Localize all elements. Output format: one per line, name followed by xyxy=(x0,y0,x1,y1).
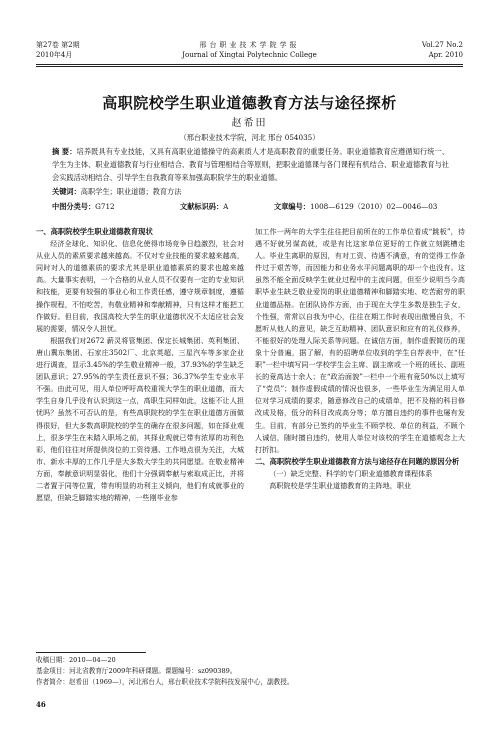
article-no-label: 文章编号： xyxy=(274,202,310,211)
header-journal xyxy=(36,40,463,60)
abstract-text: 培养既具有专业技能，又具有高职业道德操守的高素质人才是高职教育的重要任务。职业道德教育应遵循知行统一、学生为主体、职业道德教育与行业相结合、教育与管理相结合等原则，把职业道德课与各门课程有机结合、职业道德教育与社会实践活动相结合、引导学生自我教育等来加强高职院学生的职业道德。 xyxy=(52,147,449,182)
paper-author: 赵希田 xyxy=(231,118,268,129)
keywords-label: 关键词： xyxy=(52,187,81,196)
abstract-label: 摘 要： xyxy=(52,147,77,156)
journal-name-cn: 邢台职业技术学院学报 xyxy=(199,41,300,49)
footnote-rule xyxy=(36,652,146,653)
header-rule-thick xyxy=(36,64,463,65)
header-vol-no: Vol.27 No.2 xyxy=(421,41,463,49)
keywords xyxy=(52,187,181,197)
footnote-author-bio: 作者简介：赵希田（1969—），河北邢台人，邢台职业技术学院科技发展中心，副教授。 xyxy=(36,678,294,686)
left-column xyxy=(36,226,244,504)
doc-code: A xyxy=(223,202,229,211)
footnote-fund: 基金项目：河北省教育厅2009年科研课题。课题编号：sz090389。 xyxy=(36,667,237,675)
body-paragraph: 高职院校是学生职业道德教育的主阵地，职业 xyxy=(269,480,412,490)
clc-label: 中图分类号： xyxy=(52,202,96,211)
abstract xyxy=(52,145,449,184)
header-date: 2010年4月 xyxy=(36,51,73,59)
body-paragraph: 根据我们对2672 薪灵将管集团、保定长城集团、英利集团、唐山冀东集团、石家庄3502厂、北京英超、三星汽车等多家企业进行调查，显示3.45%的学生敬业精神一般，37.93%的学生缺乏团队意识；27.95%的学生责任意识不强；36.37%学生专业水平不强。由此可见，用人单位呼吁高校重视大学生的职业道德，而大学生自身几乎没有认识到这一点，高职生同样如此，这能不让人担忧吗？虽然不可否认的是，有些高职院校的学生在职业道德方面做得很好，但大多数高职院校的学生的确存在很多问题，如在择业观上，很多学生在未踏入职场之前，其择业观就已带有浓厚的功利色彩，他们往往对所提供岗位的工资待遇、工作地点很为关注，大城市、新水丰厚的工作几乎是大多数大学生的共同愿望。在敬业精神方面，奉献意识明显弱化，他们十分强调奉献与索取成正比，并将二者置于同等位置，带有明显的功利主义倾向，他们有成就事业的愿望，但缺乏脚踏实地的精神，一些刚毕业参 xyxy=(36,335,244,503)
keywords-text: 高职学生；职业道德；教育方法 xyxy=(80,187,182,196)
header-volume-en xyxy=(422,40,463,60)
body-paragraph-continued: 加工作一两年的大学生往往把目前所在的工作单位看成“跳板”，待遇不好就另谋高就，或是有比这家单位更好的工作就立刻跳槽走人。毕业生离职的原因，有对工资、待遇不满意，有的觉得工作条件过于艰苦等，而因能力和业务水平问题离职的却一个也没有。这虽然不能全面反映学生就业过程中的主流问题，但至少说明当今高职毕业生缺乏敬业爱岗的职业道德精神和脚踏实地、吃苦耐劳的职业道德品格。在团队协作方面，由于现在大学生多数是独生子女，个性强，常常以自我为中心，往往在期工作时表现出傲慢自负，不愿听从他人的意见，缺乏互助精神、团队意识和应有的礼仪修养，不能很好的处理人际关系等问题。在诚信方面，制作虚假简历的现象十分普遍，据了解，有的招聘单位收到的学生自荐表中，在“任职”一栏中填写同一学校学生会主席、副主席或一个班的班长、副班长的竟高达十余人；在“政治面貌”一栏中一个班有竟50%以上填写了“党员”；制作虚假成绩的情况也很多，一些毕业生为满足用人单位对学习成绩的要求，随意修改自己的成绩单，把不及格的科目修改成及格，低分的科目改成高分等；单方擅自违约的事件也屡有发生。目前，有部分已签约的毕业生不顾学校、单位的利益，不顾个人诚信，随时擅自违约，使用人单位对该校的学生在道德观念上大打折扣。 xyxy=(255,227,465,454)
body-paragraph: 经济全球化、知识化、信息化使得市场竞争日趋激烈，社会对从业人员的素质要求越来越高。不仅对专业技能的要求越来越高，同时对人的道德素质的要求尤其是职业道德素质的要求也越来越高。大量事实表明，一个合格的从业人员不仅要有一定的专业知识和技能，更要有较强的事业心和工作责任感，遵守规章制度，遵循操作规程，不怕吃苦，有敬业精神和奉献精神，只有这样才能把工作做好。但目前，我国高校大学生的职业道德状况不太适应社会发展的需要，情况令人担忧。 xyxy=(36,239,244,333)
section-heading-2: 二、高职院校学生职业道德教育方法与途径存在问题的原因分析 xyxy=(255,456,460,466)
page-number: 46 xyxy=(36,700,46,709)
classification-line xyxy=(52,202,449,212)
author-affiliation: （邢台职业技术学院，河北 邢台 054035） xyxy=(179,133,320,142)
footnotes xyxy=(36,655,463,688)
right-column xyxy=(255,226,465,492)
header-rule-thin xyxy=(36,66,463,67)
clc-code: G712 xyxy=(95,202,115,211)
header-volume: 第27卷 第2期 xyxy=(36,41,80,49)
journal-name-en: Journal of Xingtai Polytechnic College xyxy=(182,51,317,59)
footnote-received: 收稿日期：2010—04—20 xyxy=(36,656,116,664)
article-no: 1008—6129（2010）02—0046—03 xyxy=(309,202,438,211)
doc-code-label: 文献标识码： xyxy=(180,202,224,211)
subsection-heading: （一）缺乏完整、科学的专门职业道德教育课程体系 xyxy=(269,468,433,478)
paper-title: 高职院校学生职业道德教育方法与途径探析 xyxy=(102,94,397,112)
header-date-en: Apr. 2010 xyxy=(428,51,463,59)
section-heading-1: 一、高职院校学生职业道德教育现状 xyxy=(36,227,153,236)
